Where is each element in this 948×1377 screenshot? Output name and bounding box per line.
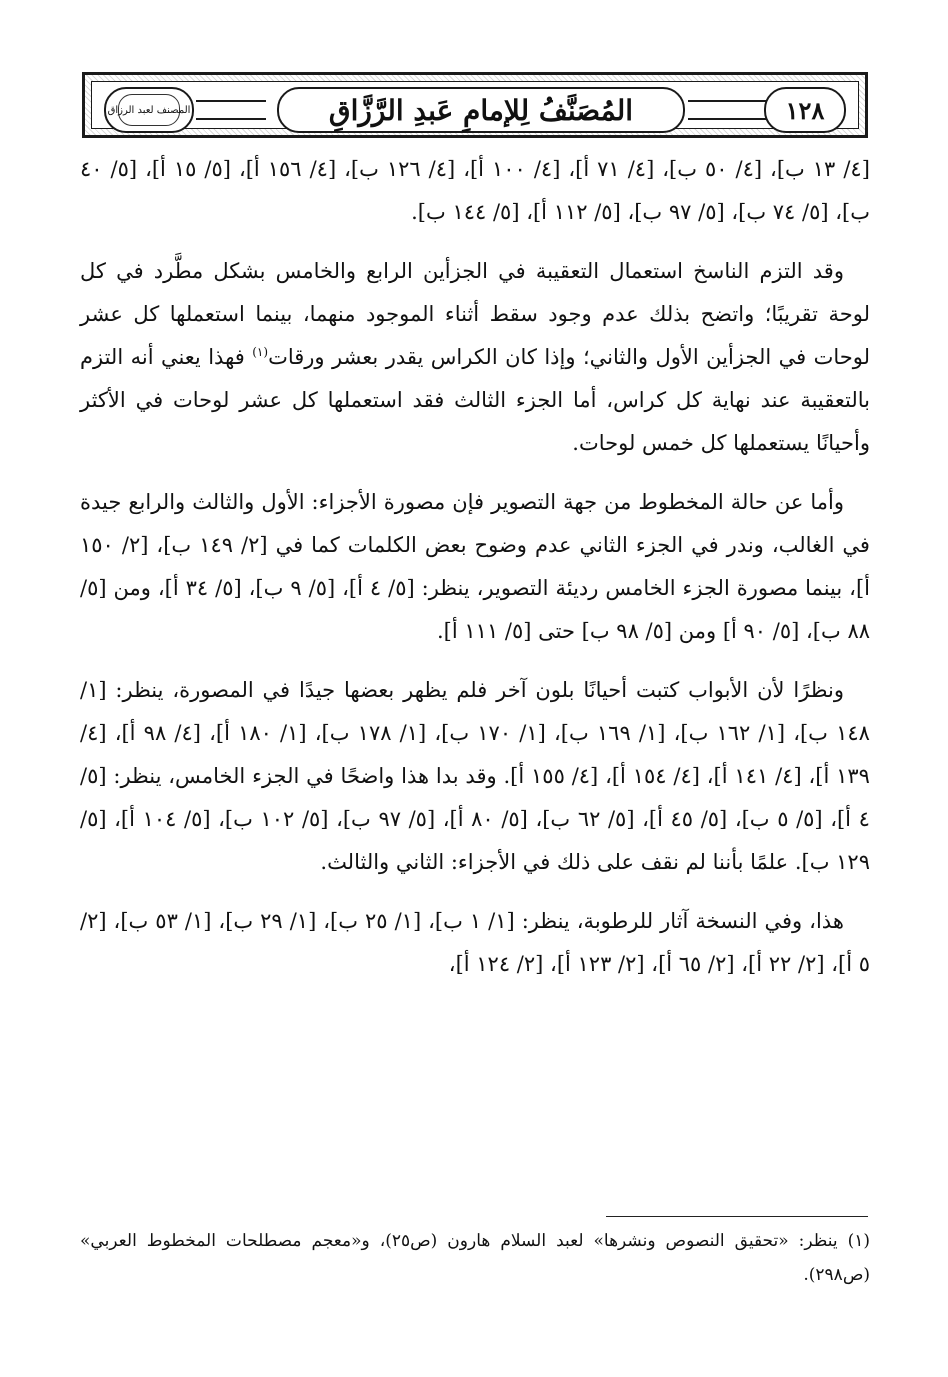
ornament-right <box>688 100 774 120</box>
seal-text: المصنف لعبد الرزاق <box>107 104 191 116</box>
footnote-marker: (١) <box>252 345 269 359</box>
page-header <box>82 72 868 138</box>
main-text <box>80 148 870 1002</box>
paragraph-3: وأما عن حالة المخطوط من جهة التصوير فإن مصورة الأجزاء: الأول والثالث والرابع جيدة في الغالب، وندر في الجزء الثاني عدم وضوح بعض الكلمات كما في [٢/ ١٤٩ ب]، [٢/ ١٥٠ أ]، بينما مصورة الجزء الخامس رديئة التصوير، ينظر: [٥/ ٤ أ]، [٥/ ٩ ب]، [٥/ ٣٤ أ]، ومن [٥/ ٨٨ ب]، [٥/ ٩٠ أ] ومن [٥/ ٩٨ ب] حتى [٥/ ١١١ أ]. <box>80 490 870 643</box>
page-number-cartouche <box>764 87 846 133</box>
paragraph-2 <box>80 250 870 465</box>
page-title: المُصَنَّفُ لِلإمامِ عَبدِ الرَّزَّاقِ <box>328 93 634 127</box>
paragraph-2-part-1: وقد التزم الناسخ استعمال التعقيبة في الجزأين الرابع والخامس بشكل مطَّرد في كل لوحة تقريبًا؛ واتضح بذلك عدم وجود سقط أثناء الموجود منهما، بينما استعملها كل عشر لوحات في الجزأين الأول والثاني؛ وإذا كان الكراس يقدر بعشر ورقات <box>80 259 870 369</box>
seal-cartouche <box>104 87 194 133</box>
seal-icon <box>107 94 191 126</box>
paragraph-5: هذا، وفي النسخة آثار للرطوبة، ينظر: [١/ ١ ب]، [١/ ٢٥ ب]، [١/ ٢٩ ب]، [١/ ٥٣ ب]، [٢/ ٥ أ]، [٢/ ٢٢ أ]، [٢/ ٦٥ أ]، [٢/ ١٢٣ أ]، [٢/ ١٢٤ أ]، <box>80 909 870 976</box>
footnote: (١) ينظر: «تحقيق النصوص ونشرها» لعبد السلام هارون (ص٢٥)، و«معجم مصطلحات المخطوط العربي» (ص٢٩٨). <box>80 1231 870 1285</box>
ornament-left <box>196 100 266 120</box>
paragraph-1: [٤/ ١٣ ب]، [٤/ ٥٠ ب]، [٤/ ٧١ أ]، [٤/ ١٠٠ أ]، [٤/ ١٢٦ ب]، [٤/ ١٥٦ أ]، [٥/ ١٥ أ]، [٥/ ٤٠ ب]، [٥/ ٧٤ ب]، [٥/ ٩٧ ب]، [٥/ ١١٢ أ]، [٥/ ١٤٤ ب]. <box>80 157 870 224</box>
header-frame <box>91 81 859 129</box>
page-number: ١٢٨ <box>785 95 825 125</box>
title-cartouche <box>277 87 685 133</box>
paragraph-2-part-2: فهذا يعني أنه التزم بالتعقيبة عند نهاية كل كراس، أما الجزء الثالث فقد استعملها كل عشر لوحات في الأكثر وأحيانًا يستعملها كل خمس لوحات. <box>80 345 870 455</box>
paragraph-4: ونظرًا لأن الأبواب كتبت أحيانًا بلون آخر فلم يظهر بعضها جيدًا في المصورة، ينظر: [١/ ١٤٨ ب]، [١/ ١٦٢ ب]، [١/ ١٦٩ ب]، [١/ ١٧٠ ب]، [١/ ١٧٨ ب]، [١/ ١٨٠ أ]، [٤/ ٩٨ أ]، [٤/ ١٣٩ أ]، [٤/ ١٤١ أ]، [٤/ ١٥٤ أ]، [٤/ ١٥٥ أ]. وقد بدا هذا واضحًا في الجزء الخامس، ينظر: [٥/ ٤ أ]، [٥/ ٥ ب]، [٥/ ٤٥ أ]، [٥/ ٦٢ ب]، [٥/ ٨٠ أ]، [٥/ ٩٧ ب]، [٥/ ١٠٢ ب]، [٥/ ١٠٤ أ]، [٥/ ١٢٩ ب]. علمًا بأننا لم نقف على ذلك في الأجزاء: الثاني والثالث. <box>80 678 870 874</box>
footnote-divider <box>606 1216 868 1217</box>
